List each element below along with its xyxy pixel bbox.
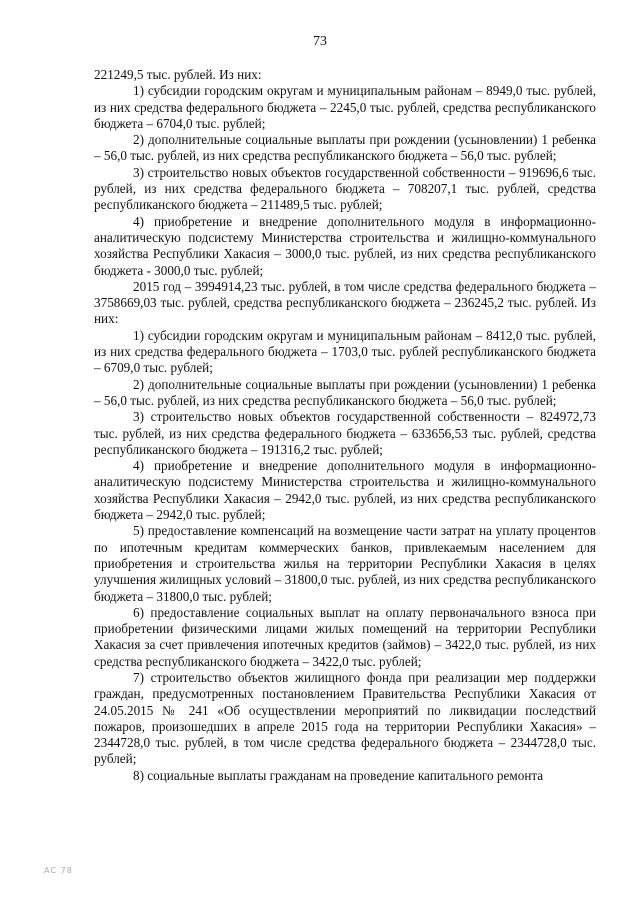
paragraph-2014-item-4: 4) приобретение и внедрение дополнительного модуля в информационно-аналитическую подсистему Министерства строительства и жилищно-коммунального хозяйства Республики Хакасия – 3000,0 тыс. рублей, из них средства республиканского бюджета - 3000,0 тыс. рублей; bbox=[94, 213, 596, 278]
paragraph-2015-item-8: 8) социальные выплаты гражданам на проведение капитального ремонта bbox=[133, 767, 544, 783]
paragraph-2015-item-1: 1) субсидии городским округам и муниципальным районам – 8412,0 тыс. рублей, из них средства федерального бюджета – 1703,0 тыс. рублей республиканского бюджета – 6709,0 тыс. рублей; bbox=[94, 327, 596, 376]
paragraph-2014-item-3: 3) строительство новых объектов государственной собственности – 919696,6 тыс. рублей, из них средства федерального бюджета – 708207,1 тыс. рублей, средства республиканского бюджета – 211489,5 тыс. рублей; bbox=[94, 164, 596, 213]
paragraph-2015-item-7: 7) строительство объектов жилищного фонда при реализации мер поддержки граждан, предусмотренных постановлением Правительства Республики Хакасия от 24.05.2015 № 241 «Об осуществлении мероприятий по ликвидации последствий пожаров, произошедших в апреле 2015 года на территории Республики Хакасия» – 2344728,0 тыс. рублей, в том числе средства федерального бюджета – 2344728,0 тыс. рублей; bbox=[94, 669, 596, 767]
paragraph-2015-item-3: 3) строительство новых объектов государственной собственности – 824972,73 тыс. рублей, из них средства федерального бюджета – 633656,53 тыс. рублей, средства республиканского бюджета – 191316,2 тыс. рублей; bbox=[94, 409, 596, 457]
paragraph-2015-item-4: 4) приобретение и внедрение дополнительного модуля в информационно-аналитическую подсистему Министерства строительства и жилищно-коммунального хозяйства Республики Хакасия – 2942,0 тыс. рублей, из них средства республиканского бюджета – 2942,0 тыс. рублей; bbox=[94, 458, 596, 523]
paragraph-2015-summary: 2015 год – 3994914,23 тыс. рублей, в том числе средства федерального бюджета – 3758669,03 тыс. рублей, средства республиканского бюджета – 236245,2 тыс. рублей. Из них: bbox=[94, 278, 596, 327]
paragraph-2015-item-5: 5) предоставление компенсаций на возмещение части затрат на уплату процентов по ипотечным кредитам коммерческих банков, привлекаемым населением для приобретения и строительства жилья на территории Республики Хакасия в целях улучшения жилищных условий – 31800,0 тыс. рублей, из них средства республиканского бюджета – 31800,0 тыс. рублей; bbox=[94, 523, 596, 604]
paragraph-2014-item-1: 1) субсидии городским округам и муниципальным районам – 8949,0 тыс. рублей, из них средства федерального бюджета – 2245,0 тыс. рублей, средства республиканского бюджета – 6704,0 тыс. рублей; bbox=[94, 83, 596, 131]
paragraph-2015-item-6: 6) предоставление социальных выплат на оплату первоначального взноса при приобретении физическими лицами жилых помещений на территории Республики Хакасия за счет привлечения ипотечных кредитов (займов) – 3422,0 тыс. рублей, из них средства республиканского бюджета – 3422,0 тыс. рублей; bbox=[94, 604, 596, 669]
page-number: 73 bbox=[313, 34, 327, 49]
paragraph-2014-item-2: 2) дополнительные социальные выплаты при рождении (усыновлении) 1 ребенка – 56,0 тыс. рублей, из них средства республиканского бюджета – 56,0 тыс. рублей; bbox=[94, 132, 596, 164]
document-body bbox=[94, 67, 596, 784]
paragraph-2015-item-2: 2) дополнительные социальные выплаты при рождении (усыновлении) 1 ребенка – 56,0 тыс. рублей, из них средства республиканского бюджета – 56,0 тыс. рублей; bbox=[94, 376, 596, 408]
faint-stamp-mark: АС 78 bbox=[44, 866, 73, 875]
paragraph-intro: 221249,5 тыс. рублей. Из них: bbox=[94, 67, 262, 82]
